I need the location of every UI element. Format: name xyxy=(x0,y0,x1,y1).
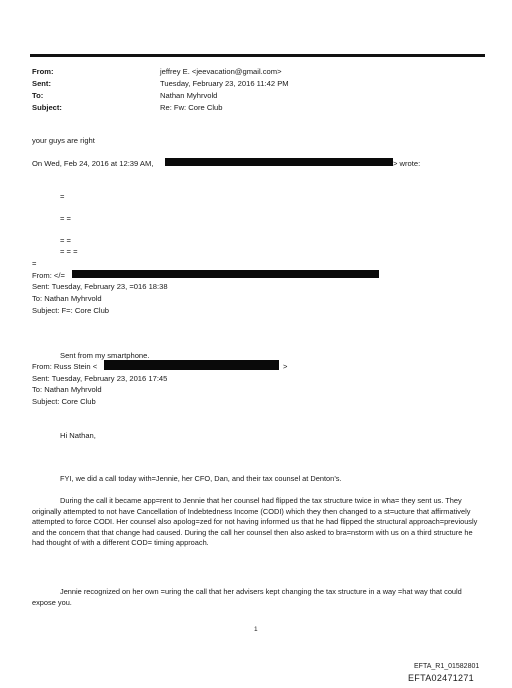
subject-value: Re: Fw: Core Club xyxy=(160,103,223,112)
from-value: jeffrey E. <jeevacation@gmail.com> xyxy=(160,67,282,76)
fwd1-sent: Sent: Tuesday, February 23, =016 18:38 xyxy=(32,282,168,291)
glyph-line: = xyxy=(32,259,37,268)
fwd2-sent: Sent: Tuesday, February 23, 2016 17:45 xyxy=(32,374,168,383)
quote-intro-suffix: > wrote: xyxy=(393,159,421,168)
paragraph-2: During the call it became app=rent to Jennie that her counsel had flipped the tax structure twice in wha= they sent us. They originally attempted to not have Cancellation of Indebtedness Income (CODI) which they then changed to a st=ucture that affirmatively attempted to force CODI. Her counsel also apolog=zed for not having informed us that he had flipped the structural approach=previously and the concern that that change had caused. During the call her counsel then also asked to bra=nstorm with us on a third structure he had thought of with a different COD= timing approach. xyxy=(32,496,478,548)
fwd1-to: To: Nathan Myhrvold xyxy=(32,294,102,303)
redaction-bar xyxy=(165,158,393,166)
glyph-line: = = xyxy=(60,236,71,245)
bates-number-1: EFTA_R1_01582801 xyxy=(414,663,480,670)
subject-label: Subject: xyxy=(32,103,62,112)
paragraph-3: Jennie recognized on her own =uring the call that her advisers kept changing the tax structure in a way =hat way that could expose you. xyxy=(32,587,462,607)
from-label: From: xyxy=(32,67,54,76)
header-rule xyxy=(30,54,485,57)
sent-value: Tuesday, February 23, 2016 11:42 PM xyxy=(160,79,289,88)
glyph-line: = = = xyxy=(60,247,78,256)
glyph-line: = = xyxy=(60,214,71,223)
glyph-line: = xyxy=(60,192,65,201)
bates-number-2: EFTA02471271 xyxy=(408,673,474,683)
fwd2-subject: Subject: Core Club xyxy=(32,397,96,406)
fwd2-from-suffix: > xyxy=(283,362,288,371)
page-number: 1 xyxy=(254,626,258,633)
fwd1-subject: Subject: F=: Core Club xyxy=(32,306,110,315)
quote-intro-prefix: On Wed, Feb 24, 2016 at 12:39 AM, xyxy=(32,159,154,168)
fwd1-from: From: </= xyxy=(32,271,65,280)
to-value: Nathan Myhrvold xyxy=(160,91,218,100)
redaction-bar xyxy=(72,270,379,278)
reply-line: your guys are right xyxy=(32,136,95,145)
to-label: To: xyxy=(32,91,44,100)
fwd2-to: To: Nathan Myhrvold xyxy=(32,385,102,394)
sent-from-line: Sent from my smartphone. xyxy=(60,351,150,360)
redaction-bar xyxy=(104,360,279,370)
fwd2-from: From: Russ Stein < xyxy=(32,362,98,371)
greeting: Hi Nathan, xyxy=(60,431,96,440)
paragraph-1: FYI, we did a call today with=Jennie, her CFO, Dan, and their tax counsel at Denton’s. xyxy=(60,474,342,483)
sent-label: Sent: xyxy=(32,79,51,88)
